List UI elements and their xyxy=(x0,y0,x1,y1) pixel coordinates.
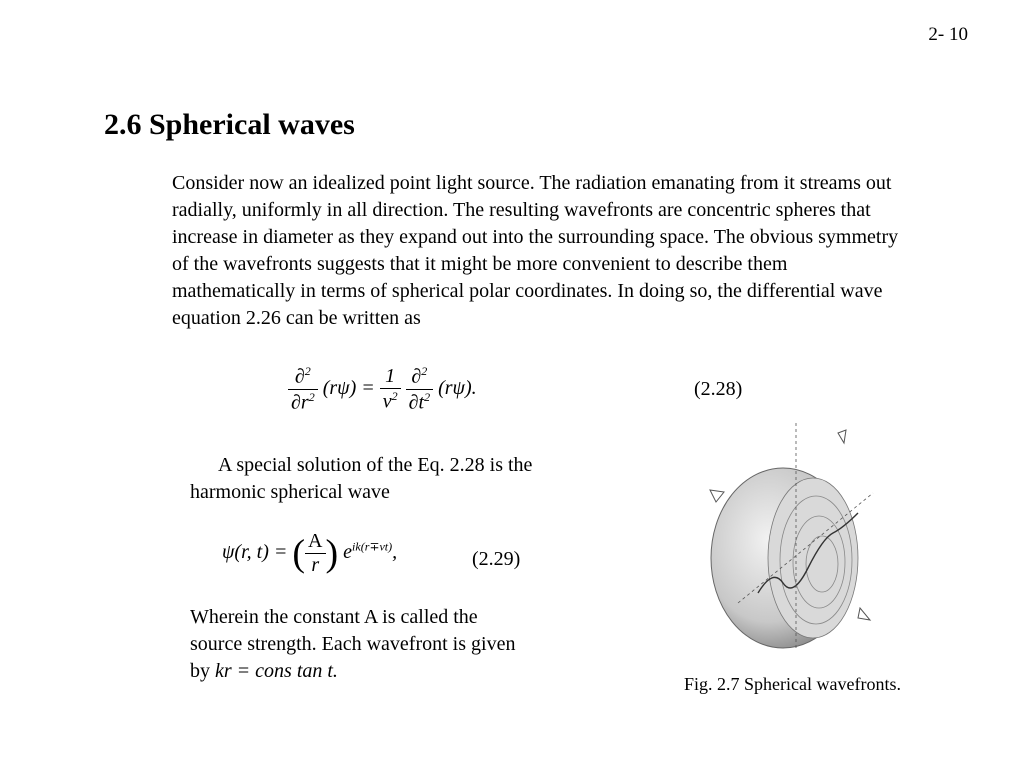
equation-number-2-29: (2.29) xyxy=(472,548,521,570)
equation-number-2-28: (2.28) xyxy=(694,378,743,400)
section-title: 2.6 Spherical waves xyxy=(104,108,355,141)
solution-paragraph: A special solution of the Eq. 2.28 is the harmonic spherical wave xyxy=(190,454,533,503)
source-strength-text: Wherein the constant A is called the source strength. Each wavefront is given by xyxy=(190,606,516,682)
source-strength-paragraph xyxy=(190,604,530,685)
equation-2-29: ψ(r, t) = ( $\frac{A}{r}$ ) $e^{ik(r\mp vt)}$, xyxy=(222,530,398,576)
spherical-wavefronts-figure xyxy=(698,418,888,658)
intro-paragraph: Consider now an idealized point light source. The radiation emanating from it streams out radially, uniformly in all direction. The resulting wavefronts are concentric spheres that increase in diameter as they expand out into the surrounding space. The obvious symmetry of the wavefronts suggests that it might be more convenient to describe them mathematically in terms of spherical polar coordinates. In doing so, the differential wave equation 2.26 can be written as xyxy=(172,172,899,329)
equation-2-28: $\frac{\partial^2}{\partial r^2}$ (rψ) = $\frac{1}{v^2}$ $\frac{\partial^2}{\partial t^2}$ (rψ). xyxy=(288,364,477,414)
figure-caption: Fig. 2.7 Spherical wavefronts. xyxy=(684,674,901,694)
wavefront-equation: kr = cons tan t. xyxy=(215,660,338,682)
page-number: 2- 10 xyxy=(928,24,968,45)
